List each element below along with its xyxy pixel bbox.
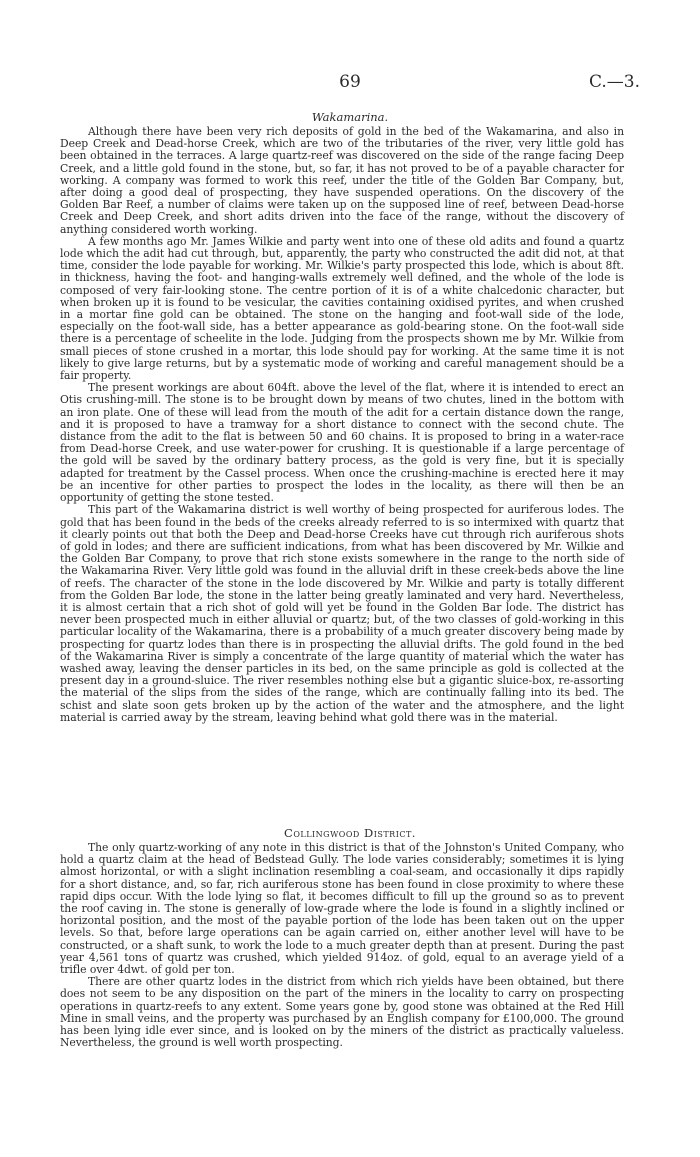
page-header xyxy=(60,72,640,96)
paragraph: The present workings are about 604ft. above the level of the flat, where it is intended to erect an Otis crushing-mill. The stone is to be brought down by means of two chutes, lined in the bottom with an iron plate. One of these will lead from the mouth of the adit for a certain distance down the range, and it is proposed to have a tramway for a short distance to connect with the second chute. The distance from the adit to the flat is between 50 and 60 chains. It is proposed to bring in a water-race from Dead-horse Creek, and use water-power for crushing. It is questionable if a large percentage of the gold will be saved by the ordinary battery process, as the gold is very fine, but it is specially adapted for treatment by the Cassel process. When once the crushing-machine is erected here it may be an incentive for other parties to prospect the lodes in the locality, as there will then be an opportunity of getting the stone tested. xyxy=(60,381,624,505)
section-title-wakamarina: Wakamarina. xyxy=(311,110,389,124)
paragraph: A few months ago Mr. James Wilkie and party went into one of these old adits and found a quartz lode which the adit had cut through, but, apparently, the party who constructed the adit did not, at that time, consider the lode payable for working. Mr. Wilkie's party prospected this lode, which is about 8ft. in thickness, having the foot- and hanging-walls extremely well defined, and the whole of the lode is composed of very fair-looking stone. The centre portion of it is of a white chalcedonic character, but when broken up it is found to be vesicular, the cavities containing oxidised pyrites, and when crushed in a mortar fine gold can be obtained. The stone on the hanging and foot-wall side of the lode, especially on the foot-wall side, has a better appearance as gold-bearing stone. On the foot-wall side there is a percentage of scheelite in the lode. Judging from the prospects shown me by Mr. Wilkie from small pieces of stone crushed in a mortar, this lode should pay for working. At the same time it is not likely to give large returns, but by a systematic mode of working and careful management should be a fair property. xyxy=(60,234,624,383)
section-title-collingwood-district: Collingwood District. xyxy=(284,826,416,840)
document-reference: C.—3. xyxy=(588,72,640,92)
paragraph: There are other quartz lodes in the district from which rich yields have been obtained, but there does not seem to be any disposition on the part of the miners in the locality to carry on prospecting operations in quartz-reefs to any extent. Some years gone by, good stone was obtained at the Red Hill Mine in small veins, and the property was purchased by an English company for £100,000. The ground has been lying idle ever since, and is looked on by the miners of the district as practically valueless. Nevertheless, the ground is well worth prospecting. xyxy=(60,975,624,1050)
section-body-wakamarina xyxy=(60,126,624,724)
page-number: 69 xyxy=(339,72,361,92)
paragraph: This part of the Wakamarina district is well worthy of being prospected for auriferous lodes. The gold that has been found in the beds of the creeks already referred to is so intermixed with quartz that it clearly points out that both the Deep and Dead-horse Creeks have cut through rich auriferous shots of gold in lodes; and there are sufficient indications, from what has been discovered by Mr. Wilkie and the Golden Bar Company, to prove that rich stone exists somewhere in the range to the north side of the Wakamarina River. Very little gold was found in the alluvial drift in these creek-beds above the line of reefs. The character of the stone in the lode discovered by Mr. Wilkie and party is totally different from the Golden Bar lode, the stone in the latter being greatly laminated and very hard. Nevertheless, it is almost certain that a rich shot of gold will yet be found in the Golden Bar lode. The district has never been prospected much in either alluvial or quartz; but, of the two classes of gold-working in this particular locality of the Wakamarina, there is a probability of a much greater discovery being made by prospecting for quartz lodes than there is in prospecting the alluvial drifts. The gold found in the bed of the Wakamarina River is simply a concentrate of the large quantity of material which the water has washed away, leaving the denser particles in its bed, on the same principle as gold is collected at the present day in a ground-sluice. The river resembles nothing else but a gigantic sluice-box, re-assorting the material of the slips from the sides of the range, which are continually falling into its bed. The schist and slate soon gets broken up by the action of the water and the atmosphere, and the light material is carried away by the stream, leaving behind what gold there was in the material. xyxy=(60,503,624,724)
paragraph: The only quartz-working of any note in this district is that of the Johnston's United Company, who hold a quartz claim at the head of Bedstead Gully. The lode varies considerably; sometimes it is lying almost horizontal, or with a slight inclination resembling a coal-seam, and occasionally it dips rapidly for a short distance, and, so far, rich auriferous stone has been found in close proximity to where these rapid dips occur. With the lode lying so flat, it becomes difficult to fill up the ground so as to prevent the roof caving in. The stone is generally of low-grade where the lode is found in a slightly inclined or horizontal position, and the most of the payable portion of the lode has been taken out on the upper levels. So that, before large operations can be again carried on, either another level will have to be constructed, or a shaft sunk, to work the lode to a much greater depth than at present. During the past year 4,561 tons of quartz was crushed, which yielded 914oz. of gold, equal to an average yield of a trifle over 4dwt. of gold per ton. xyxy=(60,841,624,977)
section-body-collingwood-district xyxy=(60,842,624,1049)
paragraph: Although there have been very rich deposits of gold in the bed of the Wakamarina, and also in Deep Creek and Dead-horse Creek, which are two of the tributaries of the river, very little gold has been obtained in the terraces. A large quartz-reef was discovered on the side of the range facing Deep Creek, and a little gold found in the stone, but, so far, it has not proved to be of a payable character for working. A company was formed to work this reef, under the title of the Golden Bar Company, but, after doing a good deal of prospecting, they have suspended operations. On the discovery of the Golden Bar Reef, a number of claims were taken up on the supposed line of reef, between Dead-horse Creek and Deep Creek, and short adits driven into the face of the range, without the discovery of anything considered worth working. xyxy=(60,125,624,236)
